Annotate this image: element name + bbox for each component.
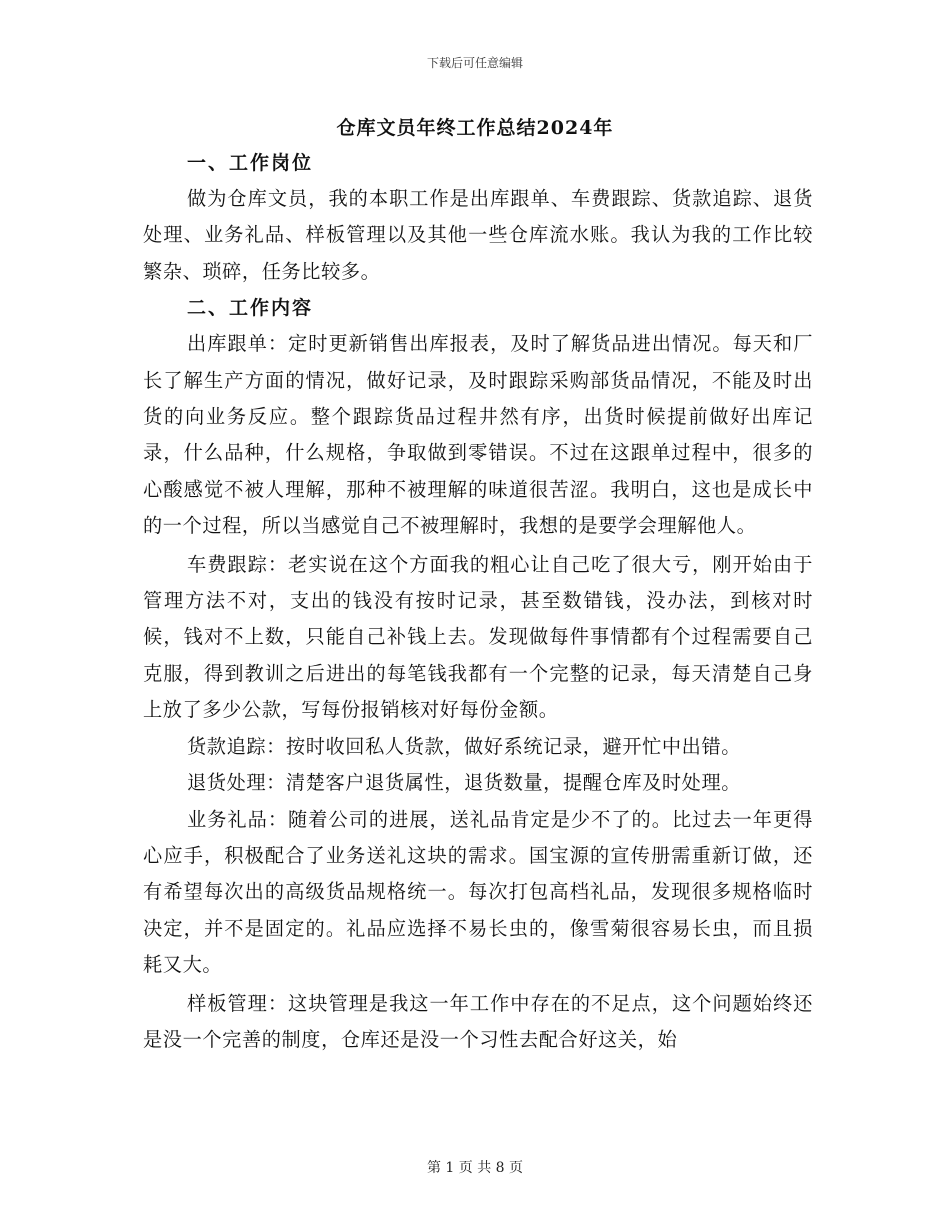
document-body: [143, 145, 813, 1058]
paragraph-job-position: 做为仓库文员，我的本职工作是出库跟单、车费跟踪、货款追踪、退货处理、业务礼品、样板管理以及其他一些仓库流水账。我认为我的工作比较繁杂、琐碎，任务比较多。: [143, 187, 813, 283]
section-heading-job-position: 一、工作岗位: [187, 152, 314, 174]
page-footer-pagination: 第 1 页 共 8 页: [426, 1160, 524, 1176]
paragraph-business-gifts: 业务礼品：随着公司的进展，送礼品肯定是少不了的。比过去一年更得心应手，积极配合了业务送礼这块的需求。国宝源的宣传册需重新订做，还有希望每次出的高级货品规格统一。每次打包高档礼品，发现很多规格临时决定，并不是固定的。礼品应选择不易长虫的，像雪菊很容易长虫，而且损耗又大。: [143, 807, 813, 977]
section-heading-work-content: 二、工作内容: [187, 297, 314, 320]
paragraph-freight-tracking: 车费跟踪：老实说在这个方面我的粗心让自己吃了很大亏，刚开始由于管理方法不对，支出的钱没有按时记录，甚至数错钱，没办法，到核对时候，钱对不上数，只能自己补钱上去。发现做每件事情都有个过程需要自己克服，得到教训之后进出的每笔钱我都有一个完整的记录，每天清楚自己身上放了多少公款，写每份报销核对好每份金额。: [143, 552, 813, 722]
page-header-note: 下载后可任意编辑: [426, 56, 523, 70]
document-title: 仓库文员年终工作总结2024年: [336, 117, 614, 139]
paragraph-returns-handling: 退货处理：清楚客户退货属性，退货数量，提醒仓库及时处理。: [187, 771, 742, 795]
paragraph-payment-tracking: 货款追踪：按时收回私人货款，做好系统记录，避开忙中出错。: [187, 734, 742, 758]
paragraph-sample-management: 样板管理：这块管理是我这一年工作中存在的不足点，这个问题始终还是没一个完善的制度，仓库还是没一个习性去配合好这关，始: [143, 991, 813, 1051]
paragraph-outbound-tracking: 出库跟单：定时更新销售出库报表，及时了解货品进出情况。每天和厂长了解生产方面的情况，做好记录，及时跟踪采购部货品情况，不能及时出货的向业务反应。整个跟踪货品过程井然有序，出货时候提前做好出库记录，什么品种，什么规格，争取做到零错误。不过在这跟单过程中，很多的心酸感觉不被人理解，那种不被理解的味道很苦涩。我明白，这也是成长中的一个过程，所以当感觉自己不被理解时，我想的是要学会理解他人。: [143, 332, 813, 538]
